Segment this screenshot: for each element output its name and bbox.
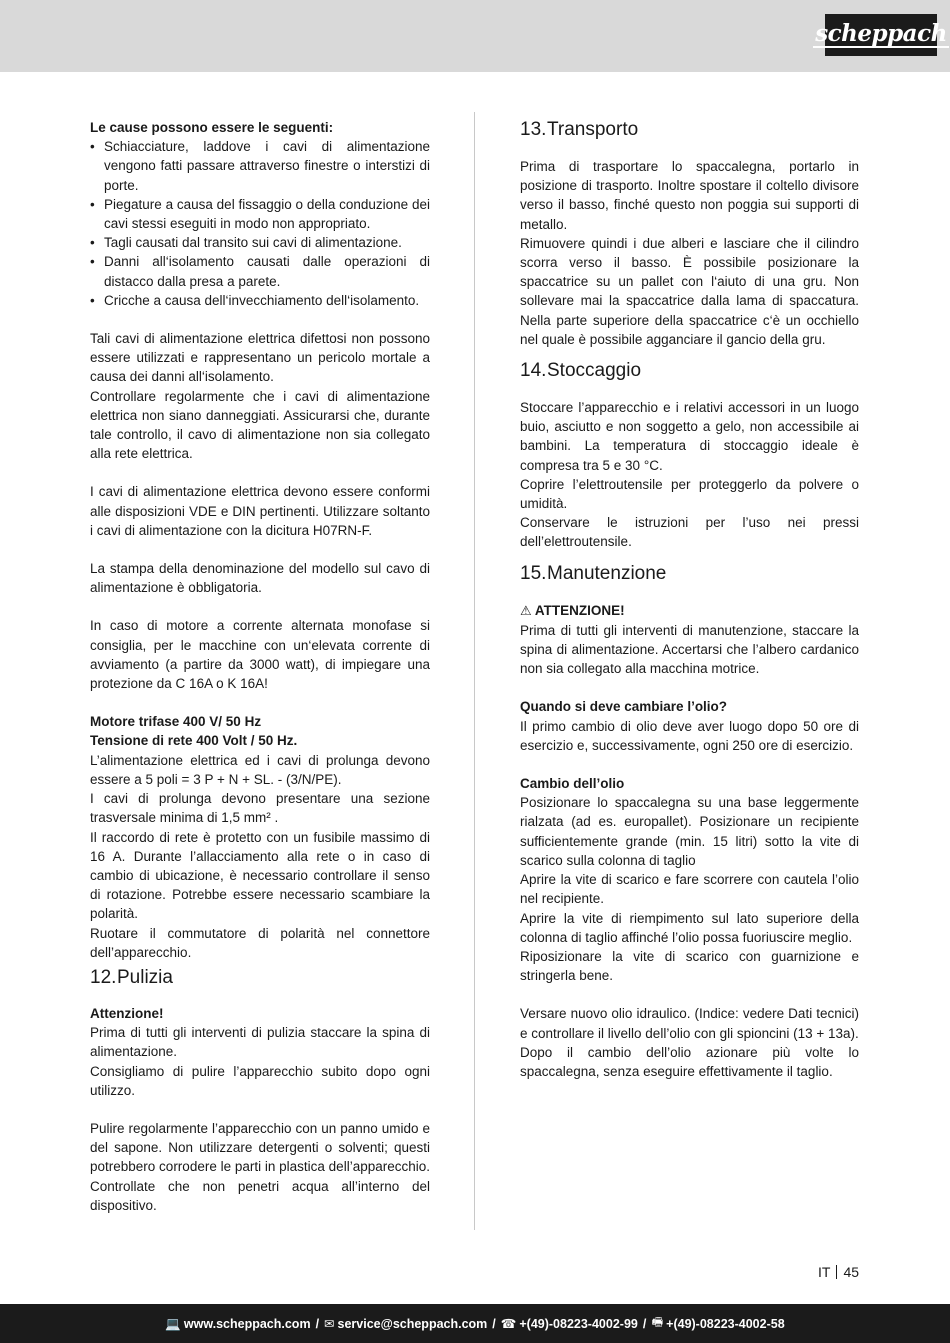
footer-fax: +(49)-08223-4002-58 [666,1316,785,1331]
paragraph: Aprire la vite di riempimento sul lato superiore della colonna di taglio affinché l’olio possa fuoriuscire meglio. [520,910,859,945]
left-column [90,118,430,1215]
email-icon: ✉ [324,1316,335,1331]
paragraph: Pulire regolarmente l’apparecchio con un panno umido e del sapone. Non utilizzare detergenti o solventi; questi potrebbero corrodere le parti in plastica dell’apparecchio. Controllate che non penetri acqua all’interno del dispositivo. [90,1120,430,1213]
paragraph: I cavi di prolunga devono presentare una sezione trasversale minima di 1,5 mm² . [90,791,430,826]
section-heading-pulizia: 12.Pulizia [90,966,173,988]
paragraph: Conservare le istruzioni per l’uso nei pressi dell’elettroutensile. [520,515,859,550]
paragraph: Prima di tutti gli interventi di manutenzione, staccare la spina di alimentazione. Accertarsi che l’albero cardanico non sia collegato alla macchina motrice. [520,622,859,677]
causes-title: Le cause possono essere le seguenti: [90,120,334,135]
section-heading-stoccaggio: 14.Stoccaggio [520,360,642,382]
column-divider [474,112,475,1230]
page-number: IT 45 [818,1264,860,1280]
paragraph: Controllare regolarmente che i cavi di alimentazione elettrica non siano danneggiati. Assicurarsi che, durante tale controllo, il cavo di alimentazione non sia collegato alla rete elettrica. [90,388,430,462]
footer-bar: 💻 www.scheppach.com / ✉ service@scheppach.com / ☎ +(49)-08223-4002-99 / 🖷 +(49)-08223-4002-58 [0,1304,950,1343]
list-item: • Schiacciature, laddove i cavi di alimentazione vengono fatti passare attraverso finestre o interstizi di porte. [90,137,430,195]
paragraph: In caso di motore a corrente alternata monofase si consiglia, per le macchine con un‘elevata corrente di avviamento (a partire da 3000 watt), di impiegare una protezione da C 16A o K 16A! [90,618,430,692]
list-item: • Danni all‘isolamento causati dalle operazioni di distacco dalla presa a parete. [90,252,430,290]
right-column [520,118,859,1081]
header-bar [0,0,950,72]
paragraph: Posizionare lo spaccalegna su una base leggermente rialzata (ad es. europallet). Posizionare un recipiente sufficientemente grande (min. 15 litri) sotto la vite di scarico sulla colonna di taglio [520,795,859,868]
paragraph: Aprire la vite di scarico e fare scorrere con cautela l’olio nel recipiente. [520,872,859,907]
brand-logo: scheppach [825,14,937,56]
attention-label: Attenzione! [90,1005,164,1021]
paragraph: Dopo il cambio dell’olio azionare più volte lo spaccalegna, senza eseguire effettivamente il taglio. [520,1044,859,1079]
footer-phone: +(49)-08223-4002-99 [519,1316,638,1331]
paragraph: Coprire l’elettroutensile per proteggerlo da polvere o umidità. [520,476,859,512]
list-item: • Piegature a causa del fissaggio o della conduzione dei cavi stessi eseguiti in modo non appropriato. [90,195,430,233]
list-item: • Cricche a causa dell‘invecchiamento dell‘isolamento. [90,291,430,310]
paragraph: Stoccare l’apparecchio e i relativi accessori in un luogo buio, asciutto e non soggetto a gelo, non accessibile ai bambini. La temperatura di stoccaggio ideale è compresa tra 5 e 30 °C. [520,400,859,473]
fax-icon: 🖷 [651,1314,664,1329]
section-heading-transporto: 13.Transporto [520,119,639,140]
footer-website[interactable]: www.scheppach.com [183,1316,311,1331]
paragraph: La stampa della denominazione del modello sul cavo di alimentazione è obbligatoria. [90,561,430,596]
section-heading-manutenzione: 15.Manutenzione [520,562,667,584]
paragraph: I cavi di alimentazione elettrica devono essere conformi alle disposizioni VDE e DIN pertinenti. Utilizzare soltanto i cavi di alimentazione con la dicitura H07RN-F. [90,484,430,538]
phone-icon: ☎ [500,1316,517,1331]
list-item: • Tagli causati dal transito sui cavi di alimentazione. [90,233,430,252]
paragraph: Prima di tutti gli interventi di pulizia staccare la spina di alimentazione. [90,1025,430,1060]
oil-change-title: Cambio dell’olio [520,776,625,792]
paragraph: Tali cavi di alimentazione elettrica difettosi non possono essere utilizzati e rappresentano un pericolo mortale a causa dei danni all‘isolamento. [90,331,430,385]
paragraph: Consigliamo di pulire l’apparecchio subito dopo ogni utilizzo. [90,1063,430,1098]
paragraph: Versare nuovo olio idraulico. (Indice: vedere Dati tecnici) e controllare il livello dell’olio con gli spioncini (13 + 13a). [520,1006,859,1041]
paragraph: Il raccordo di rete è protetto con un fusibile massimo di 16 A. Durante l’allacciamento alla rete o in caso di cambio di ubicazione, è necessario controllare il senso di rotazione. Potrebbe essere necessario scambiare la polarità. [90,829,430,922]
voltage-spec: Tensione di rete 400 Volt / 50 Hz. [90,733,298,749]
paragraph: L’alimentazione elettrica ed i cavi di prolunga devono essere a 5 poli = 3 P + N + SL. - (3/N/PE). [90,752,430,787]
computer-icon: 💻 [165,1315,181,1331]
paragraph: Il primo cambio di olio deve aver luogo dopo 50 ore di esercizio e, successivamente, ogni 250 ore di esercizio. [520,718,859,753]
footer-email[interactable]: service@scheppach.com [337,1316,488,1331]
paragraph: Rimuovere quindi i due alberi e lasciare che il cilindro scorra verso il basso. È possibile posizionare la spaccatrice su un pallet con l‘aiuto di una gru. Non sollevare mai la spaccatrice dalla lama di spaccatura. Nella parte superiore della spaccatrice c‘è un occhiello nel quale è possibile agganciare il gancio della gru. [520,235,859,347]
paragraph: Riposizionare la vite di scarico con guarnizione e stringerla bene. [520,948,859,984]
warning-label: ⚠ ATTENZIONE! [520,602,625,619]
paragraph: Ruotare il commutatore di polarità nel connettore dell’apparecchio. [90,925,430,960]
paragraph: Prima di trasportare lo spaccalegna, portarlo in posizione di trasporto. Inoltre spostare il coltello divisore verso il basso, finché questo non poggia sui supporti di metallo. [520,159,859,232]
motor-spec: Motore trifase 400 V/ 50 Hz [90,714,262,730]
causes-list [90,137,430,310]
warning-triangle-icon: ⚠ [520,603,532,619]
oil-change-question: Quando si deve cambiare l’olio? [520,699,728,715]
